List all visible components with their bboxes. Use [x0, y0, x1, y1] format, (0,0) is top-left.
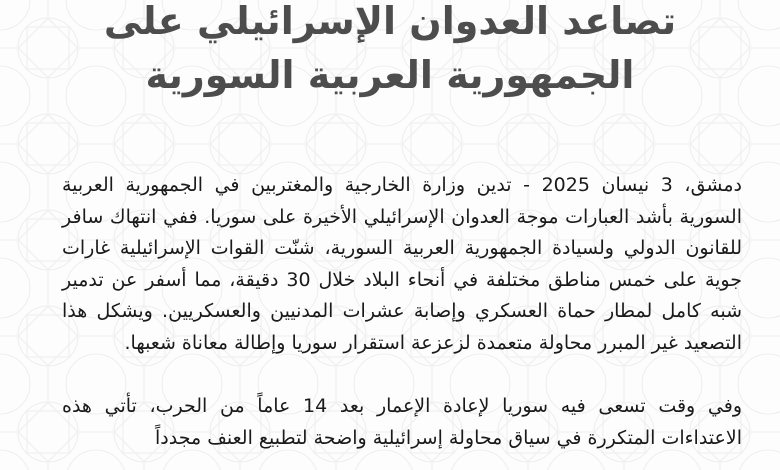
paragraph-1: دمشق، 3 نيسان 2025 - تدين وزارة الخارجية والمغتربين في الجمهورية العربية السورية بأشد العبارات موجة العدوان الإسرائيلي الأخيرة على سوريا. ففي انتهاك سافر للقانون الدولي ولسيادة الجمهورية العربية السورية، شنّت القوات الإسرائيلية غارات جوية على خمس مناطق مختلفة في أنحاء البلاد خلال 30 دقيقة، مما أسفر عن تدمير شبه كامل لمطار حماة العسكري وإصابة عشرات المدنيين والعسكريين. ويشكل هذا التصعيد غير المبرر محاولة متعمدة لزعزعة استقرار سوريا وإطالة معاناة شعبها. [62, 174, 743, 354]
statement-body [62, 170, 742, 470]
title-line-1: تصاعد العدوان الإسرائيلي على [103, 0, 677, 43]
statement-title [40, 0, 740, 102]
title-line-2: الجمهورية العربية السورية [145, 53, 635, 97]
paragraph-2: وفي وقت تسعى فيه سوريا لإعادة الإعمار بعد 14 عاماً من الحرب، تأتي هذه الاعتداءات المتكررة في سياق محاولة إسرائيلية واضحة لتطبيع العنف مجدداً [62, 395, 742, 449]
